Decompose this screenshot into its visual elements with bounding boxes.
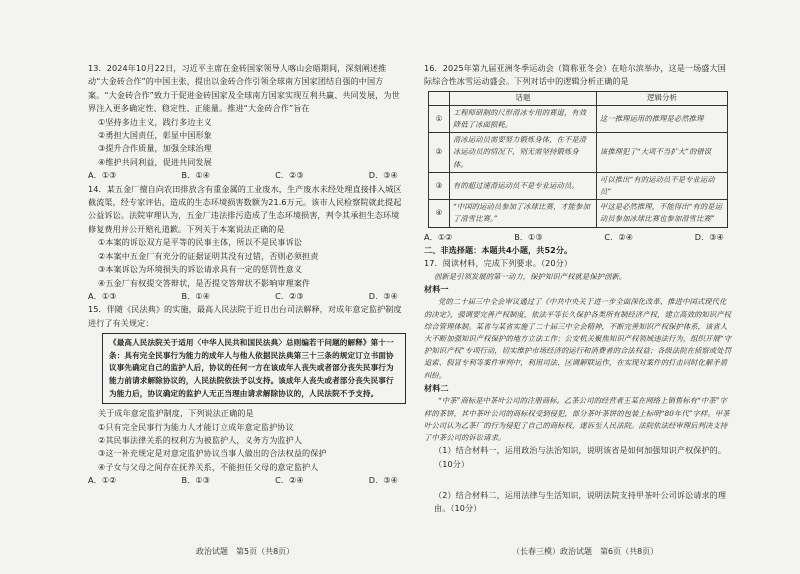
material-1-title: 材料一: [424, 284, 449, 295]
q17-stem: 17．阅读材料，完成下列要求。（20分）: [424, 258, 573, 269]
q15-stem: 15．伴随《民法典》的实施，最高人民法院于近日出台司法解释，对成年意定监护制度进行了有关规定：: [88, 304, 402, 328]
q17-part-2-block: [424, 489, 732, 516]
q15-choice-a: A．①②: [88, 475, 117, 486]
q16-stem: 16．2025年第九届亚洲冬季运动会（简称亚冬会）在哈尔滨举办，这是一场盛大国际综合性冰雪运动盛会。下列对话中的逻辑分析正确的是: [424, 63, 726, 87]
q15-option-2: ②其民事法律关系的权利方为被监护人，义务方为监护人: [98, 434, 303, 445]
q13-option-1: ①坚持多边主义，践行多边主义: [98, 116, 212, 127]
q16-choice-c: C．②④: [604, 231, 634, 242]
q14-option-2: ②本案中五金厂有充分的证据证明其没有过错，否则必须担责: [98, 250, 319, 261]
q17-theme: 创新是引领发展的第一动力，保护知识产权就是保护创新。: [434, 271, 627, 281]
q16-choice-d: D．③④: [694, 231, 724, 242]
q15-option-3: ③这一补充规定是对意定监护协议当事人做出的合法权益的保护: [98, 448, 327, 459]
q13-choice-d: D．③④: [368, 170, 398, 181]
q13-choice-a: A．①③: [88, 170, 117, 181]
row-number: ③: [429, 172, 450, 199]
q16-col-topic: 话题: [450, 91, 597, 105]
q13-option-4: ④维护共同利益，促进共同发展: [98, 156, 212, 167]
q15-choice-b: B．①③: [181, 475, 211, 486]
q15-option-4: ④子女与父母之间存在抚养关系，不能担任父母的意定监护人: [98, 461, 319, 472]
material-2-title: 材料二: [424, 382, 449, 393]
footer-right: （长春三模）政治试题 第6页（共8页）: [512, 547, 659, 556]
q14-option-4: ④五金厂有权提交答辩状，是否提交答辩状不影响审理案件: [98, 277, 311, 288]
q15-choice-c: C．②④: [275, 475, 304, 486]
q14-stem: 14．某五金厂擅自向农田排放含有重金属的工业废水，生产废水未经处理直接排入城区截流渠，经专家评估，造成的生态环境损害数额为21.6万元。该市人民检察院就此提起公益诉讼。法院审理认为，五金厂违法排污造成了生态环境损害，判令其承担生态环境修复费用并公开赔礼道歉。下列关于本案说法正确的是: [88, 183, 402, 234]
q16-table: [428, 91, 728, 228]
row-topic: 滑冰运动员需要努力锻炼身体，在不是滑冰运动员的情况下，则无需坚持锻炼身体。: [450, 133, 597, 173]
table-row: [429, 172, 728, 199]
row-number: ④: [429, 200, 450, 227]
q16-col-analysis: 逻辑分析: [596, 91, 727, 105]
row-analysis: 这一推理运用的推理是必然推理: [596, 105, 727, 132]
table-row: [429, 105, 728, 132]
right-column: [424, 62, 732, 471]
material-2-text: “中茶”商标是中茶叶公司的注册商标。乙茶公司的经营者王某在网络上销售标有“中茶”字样的茶饼，其中茶叶公司的商标权受到侵犯，部分茶叶茶饼的包装上标明“80年代”字样。甲茶叶公司认为乙茶厂的行为侵犯了自己的商标权，遂诉至人民法院。法院依法经审理后判决支持了中茶公司的诉讼请求。: [424, 396, 730, 442]
q16-col-num: [429, 91, 450, 105]
row-number: ②: [429, 133, 450, 173]
row-topic: 工程师研制的尺形滑冰专用的赛道，有效降低了冰面损耗。: [450, 105, 597, 132]
q14-choices: [88, 290, 406, 303]
q16-choices: [424, 231, 732, 244]
q13-option-2: ②勇担大国责任，彰显中国形象: [98, 130, 212, 141]
q16-choice-b: B．①③: [514, 231, 543, 242]
q17-part-1: （1）结合材料一，运用政治与法治知识，说明该省是如何加强知识产权保护的。（10分）: [434, 445, 727, 469]
row-analysis: 甲这是必然推理，不能得出“有的是运动员参加冰球比赛也参加滑雪比赛”: [596, 200, 727, 227]
row-topic: 有的超过速滑运动员不是专业运动员。: [450, 172, 597, 199]
q14-choice-b: B．①④: [181, 290, 211, 301]
q14-choice-a: A．①③: [88, 290, 117, 301]
q13-option-3: ③提升合作质量，加强全球治理: [98, 143, 212, 154]
q15-quote-box: 《最高人民法院关于适用〈中华人民共和国民法典〉总则编若干问题的解释》第十一条：具有完全民事行为能力的成年人与他人依据民法典第三十三条的规定订立书面协议事先确定自己的监护人后，协议的任何一方在该成年人丧失或者部分丧失民事行为能力前请求解除协议的，人民法院依法予以支持。该成年人丧失或者部分丧失民事行为能力后，协议确定的监护人无正当理由请求解除协议的，人民法院不予支持。: [102, 333, 406, 404]
q14-option-1: ①本案的诉讼双方是平等的民事主体，所以不是民事诉讼: [98, 237, 303, 248]
row-topic: “中国的运动员参加了冰球比赛，才能参加了滑雪比赛。”: [450, 200, 597, 227]
row-analysis: 该推理犯了“大项不当扩大”的错误: [596, 133, 727, 173]
q15-option-1: ①只有完全民事行为能力人才能订立成年意定监护协议: [98, 421, 294, 432]
q17-part-2: （2）结合材料二，运用法律与生活知识，说明法院支持甲茶叶公司诉讼请求的理由。（10分）: [434, 490, 727, 514]
q16-table-header: [429, 91, 728, 105]
material-1-text: 党的二十届三中全会审议通过了《中共中央关于进一步全面深化改革、推进中国式现代化的决定》，强调要完善产权制度，依法平等长久保护各类所有制经济产权，建立高效的知识产权综合管理体制。某省与某省实施了二十届三中全会精神，不断完善知识产权保护体系，该省人大不断加强知识产权保护的地方立法工作；公安机关聚焦知识产权领域违法行为，组织开展“守护知识产权”专项行动，切实维护市场经济的运行和消费者的合法权益；各级法院在侦察或处罚追索、假冒专利等案件审判中，利用司法、区调解联运作，在实现对案件的打击同时化解矛盾纠纷。: [424, 297, 732, 380]
q13-choice-b: B．①④: [181, 170, 211, 181]
q14-choice-c: C．②③: [275, 290, 304, 301]
q13-stem: 13．2024年10月22日，习近平主席在金砖国家领导人喀山会晤期间，深刻阐述推动“大金砖合作”的中国主张，提出以金砖合作引领全球南方国家团结自强的中国方案。“大金砖合作”致力于促进金砖国家及全球南方国家实现互利共赢、共同发展，为世界注入更多确定性、稳定性、正能量。推进“大金砖合作”旨在: [88, 63, 400, 114]
section-2-heading: 二、非选择题：本题共4小题，共52分。: [424, 245, 573, 256]
q14-choice-d: D．③④: [368, 290, 398, 301]
table-row: [429, 200, 728, 227]
q13-choice-c: C．②③: [275, 170, 304, 181]
footer-left: 政治试题 第5页（共8页）: [196, 547, 295, 556]
q14-option-3: ③本案诉讼为环境损失的诉讼请求具有一定的惩罚性意义: [98, 264, 303, 275]
q15-choices: [88, 474, 406, 487]
left-column: [88, 62, 406, 488]
row-analysis: 可以推出“有的运动员不是专业运动员”: [596, 172, 727, 199]
q15-ask: 关于成年意定监护制度，下列说法正确的是: [98, 408, 254, 419]
q13-choices: [88, 169, 406, 182]
row-number: ①: [429, 105, 450, 132]
q16-choice-a: A．①②: [424, 231, 453, 242]
table-row: [429, 133, 728, 173]
q15-choice-d: D．③④: [368, 475, 398, 486]
